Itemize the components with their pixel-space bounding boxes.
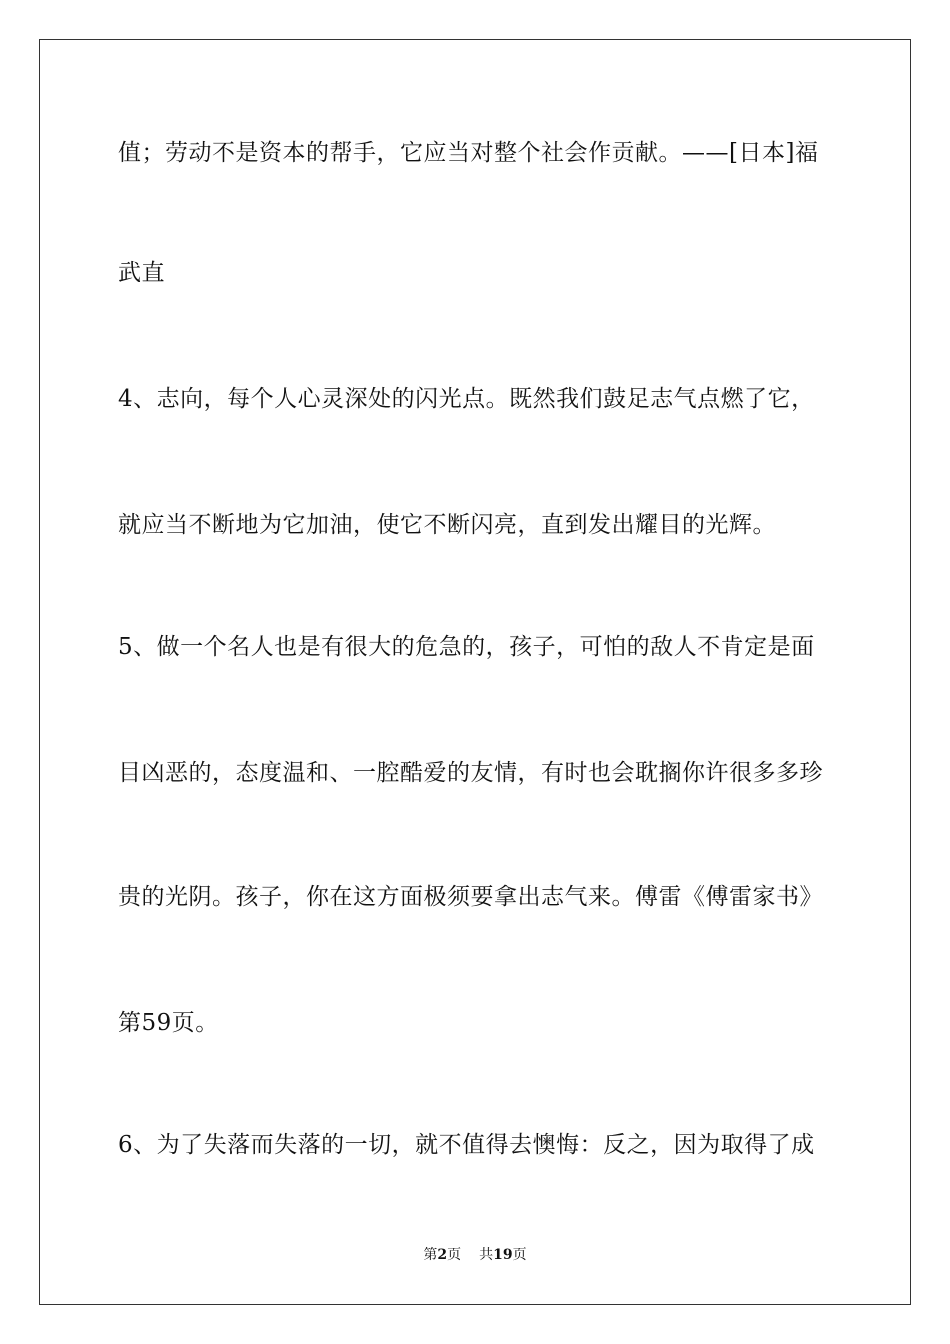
page-suffix: 页 — [447, 1247, 462, 1263]
text-line: 5、做一个名人也是有很大的危急的，孩子，可怕的敌人不肯定是面 — [118, 634, 815, 660]
text-line: 武直 — [118, 260, 165, 286]
page-border — [39, 39, 911, 1305]
page-number: 2 — [437, 1247, 448, 1263]
page-prefix: 第 — [423, 1247, 438, 1263]
text-line: 目凶恶的，态度温和、一腔酷爱的友情，有时也会耽搁你许很多多珍 — [118, 760, 823, 786]
text-line: 就应当不断地为它加油，使它不断闪亮，直到发出耀目的光辉。 — [118, 512, 776, 538]
text-line: 第59页。 — [118, 1010, 219, 1036]
text-line: 4、志向，每个人心灵深处的闪光点。既然我们鼓足志气点燃了它， — [118, 386, 815, 412]
total-suffix: 页 — [512, 1247, 527, 1263]
text-line: 6、为了失落而失落的一切，就不值得去懊悔：反之，因为取得了成 — [118, 1132, 815, 1158]
text-line: 贵的光阴。孩子，你在这方面极须要拿出志气来。傅雷《傅雷家书》 — [118, 884, 823, 910]
total-prefix: 共 — [479, 1247, 494, 1263]
page-footer — [0, 1246, 950, 1264]
text-line: 值；劳动不是资本的帮手，它应当对整个社会作贡献。——[日本]福 — [118, 140, 819, 166]
total-pages: 19 — [493, 1247, 513, 1263]
